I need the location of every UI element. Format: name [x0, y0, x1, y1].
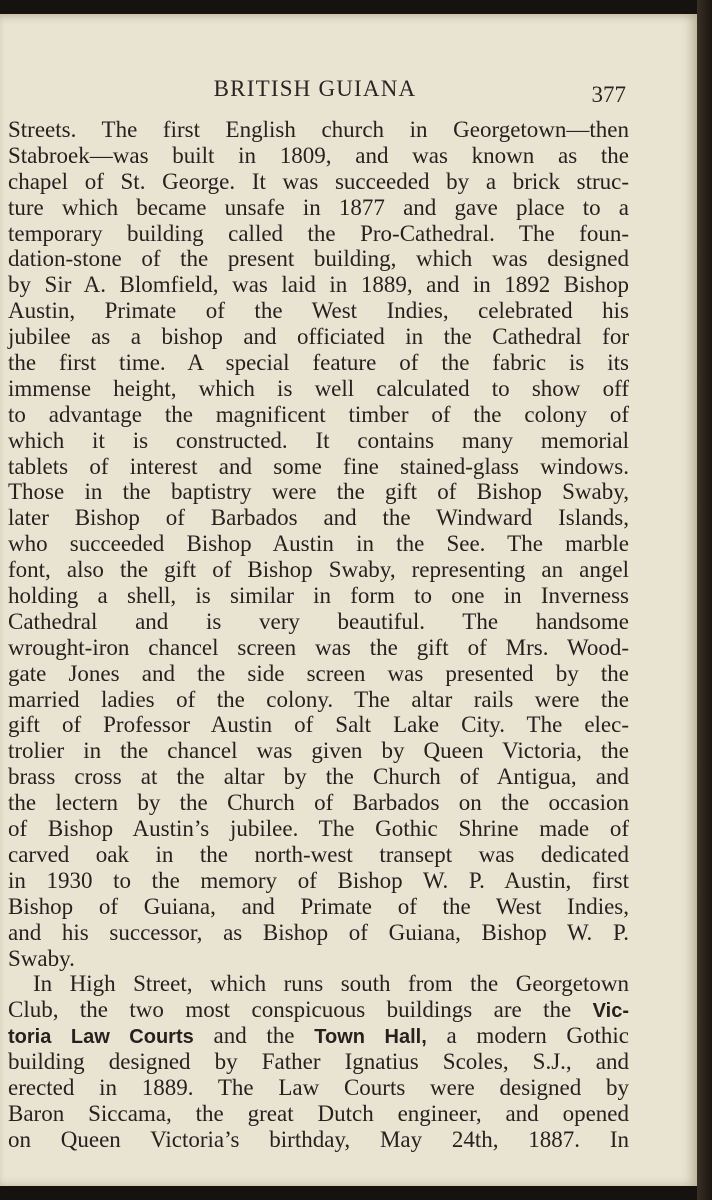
text-line: [8, 997, 629, 1023]
text-line: brass cross at the altar by the Church of Antigua, and: [8, 764, 629, 790]
text-line: by Sir A. Blomfield, was laid in 1889, and in 1892 Bishop: [8, 272, 629, 298]
bold-text-victoria: Vic-: [592, 1000, 629, 1023]
text-line: who succeeded Bishop Austin in the See. The marble: [8, 531, 629, 557]
text-line: on Queen Victoria’s birthday, May 24th, 1887. In: [8, 1126, 629, 1152]
text-line: the first time. A special feature of the fabric is its: [8, 350, 629, 376]
text-line: Streets. The first English church in Georgetown—then: [8, 117, 629, 142]
text-line: erected in 1889. The Law Courts were designed by: [8, 1074, 629, 1100]
text-line: carved oak in the north-west transept was dedicated: [8, 841, 629, 867]
text-line: wrought-iron chancel screen was the gift of Mrs. Wood-: [8, 634, 629, 660]
text-line: font, also the gift of Bishop Swaby, representing an angel: [8, 557, 629, 583]
text-line: building designed by Father Ignatius Scoles, S.J., and: [8, 1049, 629, 1075]
page-number: 377: [591, 82, 626, 107]
text-line: Stabroek—was built in 1809, and was known as the: [8, 142, 629, 168]
book-page: [0, 14, 697, 1186]
text-line: jubilee as a bishop and officiated in the Cathedral for: [8, 324, 629, 350]
text-line: and his successor, as Bishop of Guiana, Bishop W. P.: [8, 919, 629, 945]
text-run: Club, the two most conspicuous buildings are the: [8, 997, 572, 1023]
text-line: trolier in the chancel was given by Queen Victoria, the: [8, 738, 629, 764]
text-line: In High Street, which runs south from the Georgetown: [33, 971, 629, 997]
text-line: immense height, which is well calculated to show off: [8, 375, 629, 401]
text-line: to advantage the magnificent timber of the colony of: [8, 401, 629, 427]
text-line: of Bishop Austin’s jubilee. The Gothic Shrine made of: [8, 816, 629, 842]
text-run: and the: [213, 1023, 295, 1049]
body-text: [8, 117, 629, 1153]
text-line: holding a shell, is similar in form to one in Inverness: [8, 583, 629, 609]
text-line: gate Jones and the side screen was presented by the: [8, 660, 629, 686]
bold-text-town-hall: Town Hall,: [314, 1026, 427, 1049]
text-line: Bishop of Guiana, and Primate of the West Indies,: [8, 893, 629, 919]
text-line: gift of Professor Austin of Salt Lake City. The elec-: [8, 712, 629, 738]
text-line: which it is constructed. It contains many memorial: [8, 427, 629, 453]
text-line: the lectern by the Church of Barbados on the occasion: [8, 790, 629, 816]
text-line: Cathedral and is very beautiful. The handsome: [8, 608, 629, 634]
text-line: Those in the baptistry were the gift of Bishop Swaby,: [8, 479, 629, 505]
text-line: in 1930 to the memory of Bishop W. P. Austin, first: [8, 867, 629, 893]
text-line: dation-stone of the present building, which was designed: [8, 246, 629, 272]
text-line: Swaby.: [8, 945, 75, 971]
running-head: [0, 76, 630, 106]
text-line: chapel of St. George. It was succeeded by a brick struc-: [8, 168, 629, 194]
text-line: [8, 1023, 629, 1049]
text-run: a modern Gothic: [446, 1023, 630, 1049]
text-line: ture which became unsafe in 1877 and gave place to a: [8, 194, 629, 220]
text-line: Austin, Primate of the West Indies, celebrated his: [8, 298, 629, 324]
text-line: temporary building called the Pro-Cathedral. The foun-: [8, 220, 629, 246]
bold-text-law-courts: toria Law Courts: [8, 1026, 194, 1049]
text-line: married ladies of the colony. The altar rails were the: [8, 686, 629, 712]
text-line: Baron Siccama, the great Dutch engineer, and opened: [8, 1100, 629, 1126]
text-line: tablets of interest and some fine stained-glass windows.: [8, 453, 629, 479]
page-header-title: BRITISH GUIANA: [213, 76, 417, 101]
book-spine-edge: [697, 0, 712, 1200]
text-line: later Bishop of Barbados and the Windward Islands,: [8, 505, 629, 531]
